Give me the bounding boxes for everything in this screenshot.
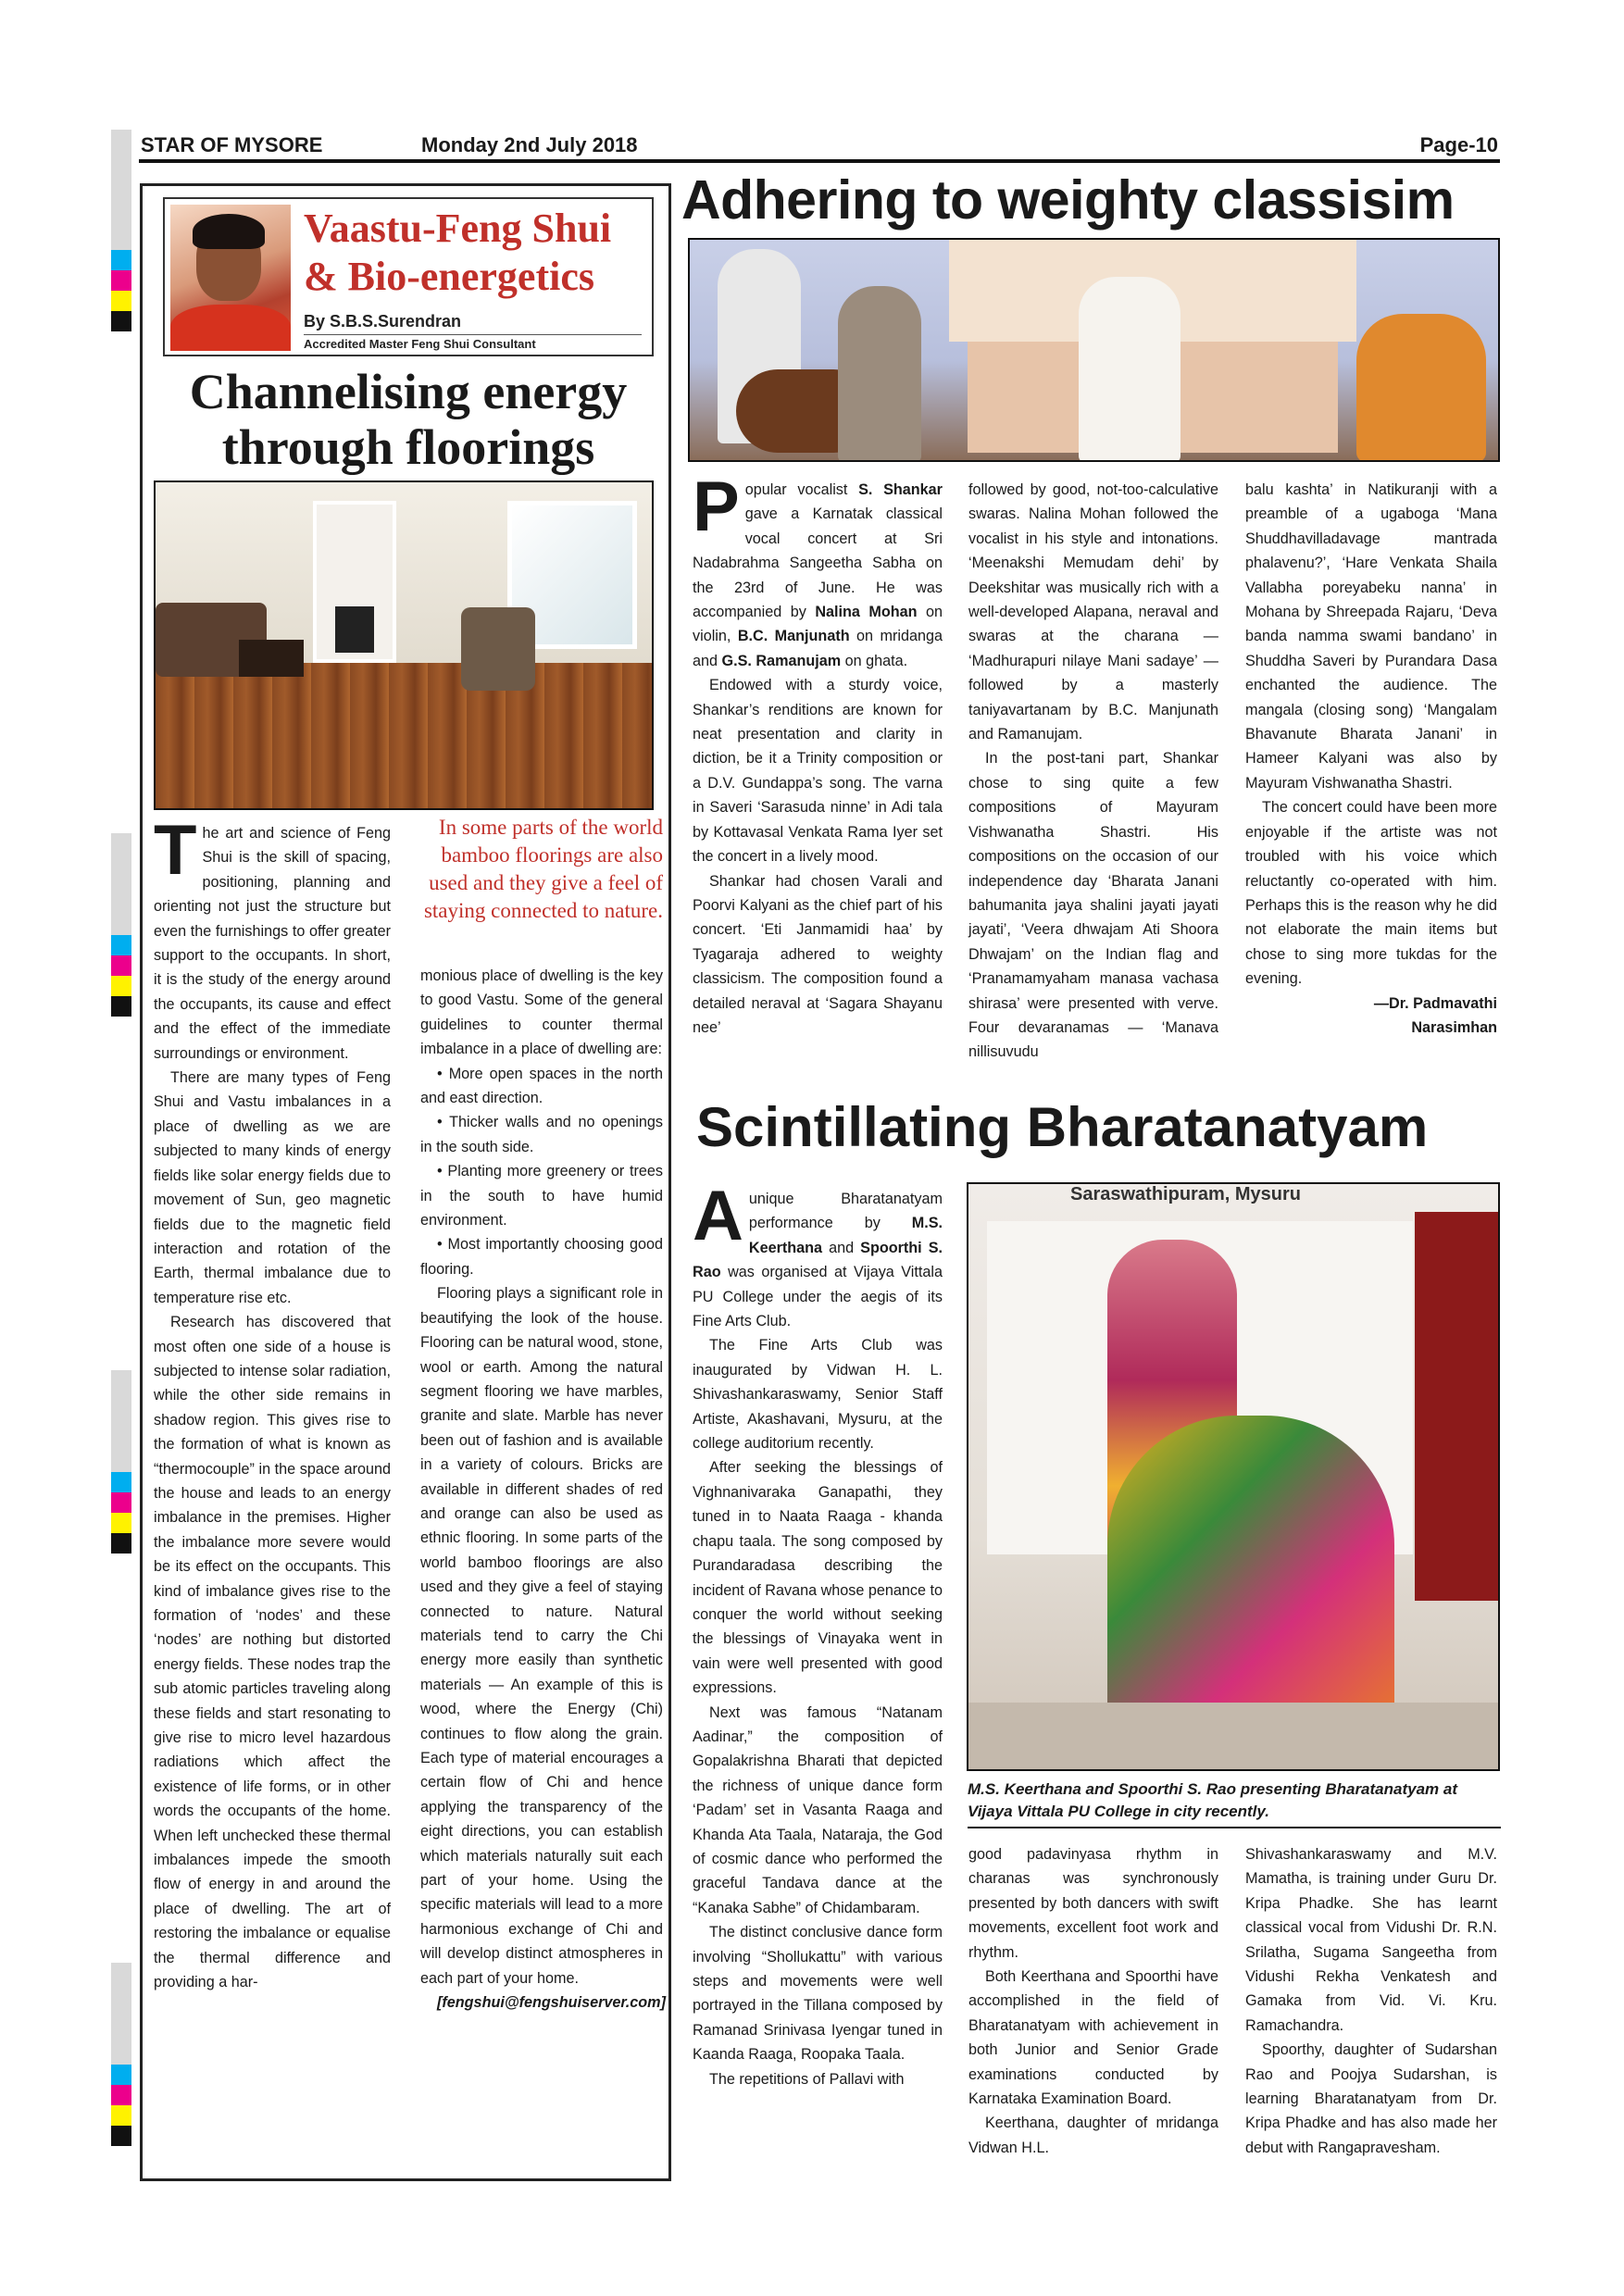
author-role: Accredited Master Feng Shui Consultant (304, 334, 642, 351)
paragraph: Spoorthy, daughter of Sudarshan Rao and Poojya Sudarshan, is learning Bharatanatyam from Dr. Kripa Phadke and has also made her debut with Rangapravesham. (1245, 2041, 1497, 2156)
concert-column-1 (693, 468, 943, 1040)
bullet-item: • Most importantly choosing good flooring. (420, 1236, 663, 1278)
article-column-2 (420, 964, 666, 2015)
paragraph: The distinct conclusive dance form involving “Shollukattu” with various steps and movements were well portrayed in the Tillana composed by Ramanad Srinivasa Iyengar tuned in Kaanda Raaga, Roopaka Taala. (693, 1924, 943, 2064)
paragraph: he art and science of Feng Shui is the skill of spacing, positioning, planning and orienting not just the structure but even the furnishings to offer greater support to the occupants. In short, it is the study of the energy around the occupants, its cause and effect and the effect of the immediate surroundings or environment. (154, 825, 391, 1062)
artist-name: B.C. Manjunath (737, 628, 850, 645)
registration-marks (111, 1472, 131, 1554)
paragraph: monious place of dwelling is the key to good Vastu. Some of the general guidelines to counter thermal imbalance in a place of dwelling are: (420, 967, 663, 1058)
artist-name: Nalina Mohan (815, 604, 918, 621)
paragraph: Endowed with a sturdy voice, Shankar’s renditions are known for neat presentation and clarity in diction, be it a Trinity composition or a D.V. Gundappa’s song. The varna in Saveri ‘Sarasuda ninne’ in Adi tala by Kottavasal Venkata Rama Iyer set the concert in a lively mood. (693, 677, 943, 866)
paragraph: In the post-tani part, Shankar chose to sing quite a few compositions of Mayuram Vishwanatha Shastri. His compositions on the occasion of our independence day ‘Bharata Janani bahumanita jaya shalini jayati jayati jayati’, ‘Veera dhwajam Ati Shoora Dhwajam’ on the Indian flag and ‘Pranamamyaham manasa vachasa shirasa’ were presented with verve. Four devaranamas — ‘Manava nillisuvudu (968, 750, 1218, 1061)
text-run: unique Bharatanatyam performance by (748, 1191, 943, 1232)
author-portrait (170, 205, 291, 351)
print-margin-bar (111, 1370, 131, 1472)
concert-photo (688, 238, 1500, 462)
dancer-name: M.S. Keerthana (748, 1215, 943, 1256)
dancer-name: Spoorthi S. Rao (693, 1239, 943, 1281)
text-run: on mridanga and (693, 628, 943, 669)
flooring-room-photo (154, 480, 654, 810)
drop-cap: T (154, 811, 197, 890)
column-title-line1: Vaastu-Feng Shui (304, 206, 612, 251)
drop-cap: A (693, 1177, 743, 1255)
reviewer-signature: Narasimhan (1411, 1018, 1497, 1036)
dance-column-3 (1245, 1842, 1497, 2160)
article-column-1 (154, 811, 391, 1995)
dance-headline: Scintillating Bharatanatyam (696, 1096, 1429, 1158)
photo-caption: M.S. Keerthana and Spoorthi S. Rao presenting Bharatanatyam at Vijaya Vittala PU College in city recently. (968, 1778, 1501, 1828)
text-run: gave a Karnatak classical vocal concert at Sri Nadabrahma Sangeetha Sabha on the 23rd of June. He was accompanied by (693, 505, 943, 621)
paragraph: followed by good, not-too-calculative swaras. Nalina Mohan followed the vocalist in his style and intonations. ‘Meenakshi Memudam dehi’ by Deekshitar was musically rich with a well-developed Alapana, neraval and swaras at the charana — ‘Madhurapuri nilaye Mani sadaye’ — followed by a masterly taniyavartanam by B.C. Manjunath and Ramanujam. (968, 481, 1218, 743)
paragraph: The Fine Arts Club was inaugurated by Vidwan H. L. Shivashankaraswamy, Senior Staff Artiste, Akashavani, Mysuru, at the college auditorium recently. (693, 1337, 943, 1453)
paragraph: balu kashta’ in Natikuranji with a preamble of a ugaboga ‘Mana Shuddhavilladavage mantrada phalavenu?’, ‘Hare Venkata Shaila Vallabha poreyabeku nanna’ in Mohana by Shreepada Rajaru, ‘Deva banda namma swami bandano’ in Shuddha Saveri by Purandara Dasa enchanted the audience. The mangala (closing song) ‘Mangalam Bhavanute Bharata Janani’ in Hameer Kalyani was also by Mayuram Vishwanatha Shastri. (1245, 481, 1497, 792)
feng-shui-article (140, 183, 671, 2181)
bullet-item: • Thicker walls and no openings in the south side. (420, 1114, 663, 1155)
article-headline: Channelising energy through floorings (189, 364, 628, 475)
concert-column-2 (968, 478, 1218, 1065)
artist-name: S. Shankar (858, 481, 943, 498)
text-run: on violin, (693, 604, 943, 645)
paragraph: Keerthana, daughter of mridanga Vidwan H.L. (968, 2115, 1218, 2156)
concert-headline: Adhering to weighty classisim (681, 169, 1455, 231)
author-byline: By S.B.S.Surendran (304, 312, 462, 331)
text-run: opular vocalist (744, 481, 859, 498)
print-margin-bar (111, 833, 131, 935)
photo-wall-label: Saraswathipuram, Mysuru (1070, 1184, 1301, 1204)
registration-marks (111, 2065, 131, 2146)
paragraph: Next was famous “Natanam Aadinar,” the composition of Gopalakrishna Bharati that depicted the richness of unique dance form ‘Padam’ set in Vasanta Raaga and Khanda Ata Taala, Nataraja, the God of cosmic dance who performed the graceful Tandava dance at the “Kanaka Sabhe” of Chidambaram. (693, 1703, 943, 1916)
issue-date: Monday 2nd July 2018 (421, 133, 638, 156)
dance-column-1 (693, 1177, 943, 2091)
bullet-item: • Planting more greenery or trees in the south to have humid environment. (420, 1163, 663, 1229)
paragraph: Research has discovered that most often one side of a house is subjected to intense solar radiation, while the other side remains in shadow region. This gives rise to the formation of what is known as “thermocouple” in the space around the house and leads to an energy imbalance in the premises. Higher the imbalance more severe would be its effect on the occupants. This kind of imbalance gives rise to the formation of ‘nodes’ and these ‘nodes’ are nothing but distorted energy fields. These nodes trap the sub atomic particles traveling along these fields and start resonating to give rise to micro level hazardous radiations which affect the existence of life forms, or in other words the occupants of the home. When left unchecked these thermal imbalances impede the smooth flow of energy in and around the place of dwelling. The art of restoring the imbalance or equalise the thermal difference and providing a har- (154, 1314, 391, 1991)
text-run: on ghata. (841, 652, 908, 669)
paragraph: After seeking the blessings of Vighnanivaraka Ganapathi, they tuned in to Naata Raaga - khanda chapu taala. The song composed by Purandaradasa describing the incident of Ravana whose penance to conquer the world without seeking the blessings of Vinayaka went in vain were well presented with good expressions. (693, 1459, 943, 1697)
print-margin-bar (111, 1963, 131, 2065)
concert-column-3 (1245, 478, 1497, 1040)
artist-name: G.S. Ramanujam (721, 652, 842, 669)
masthead (139, 130, 1500, 163)
dance-column-2 (968, 1842, 1218, 2160)
text-run: was organised at Vijaya Vittala PU College under the aegis of its Fine Arts Club. (693, 1264, 943, 1330)
paragraph: Both Keerthana and Spoorthi have accomplished in the field of Bharatanatyam with achievement in both Junior and Senior Grade examinations conducted by Karnataka Examination Board. (968, 1968, 1218, 2108)
author-email: [fengshui@fengshuiserver.com] (437, 1994, 666, 2012)
registration-marks (111, 935, 131, 1017)
pull-quote: In some parts of the world bamboo floorings are also used and they give a feel of staying connected to nature. (423, 816, 663, 922)
reviewer-signature: —Dr. Padmavathi (1373, 994, 1497, 1012)
dance-photo (967, 1182, 1500, 1771)
print-margin-bar (111, 130, 131, 250)
paragraph: Shivashankaraswamy and M.V. Mamatha, is training under Guru Dr. Kripa Phadke. She has learnt classical vocal from Vidushi Dr. R.N. Srilatha, Sugama Sangeetha from Vidushi Rekha Venkatesh and Gamaka from Vid. Vi. Kru. Ramachandra. (1245, 1846, 1497, 2034)
paper-name: STAR OF MYSORE (141, 133, 323, 156)
paragraph: Flooring plays a significant role in beautifying the look of the house. Flooring can be natural wood, stone, wool or earth. Among the natural segment flooring we have marbles, granite and slate. Marble has never been out of fashion and is available in a variety of colours. Bricks are available in different shades of red and orange can also be used as ethnic flooring. In some parts of the world bamboo floorings are also used and they give a feel of staying connected to nature. Natural materials tend to carry the Chi energy more easily than synthetic materials — An example of this is wood, where the Energy (Chi) continues to flow along the grain. Each type of material encourages a certain flow of Chi and hence applying the transparency of the eight directions, you can establish which materials naturally suit each part of your home. Using the specific materials will lead to a more harmonious exchange of Chi and will develop distinct atmospheres in each part of your home. (420, 1285, 663, 1987)
paragraph: The repetitions of Pallavi with (709, 2070, 905, 2088)
page-number: Page-10 (1419, 133, 1498, 156)
drop-cap: P (693, 468, 740, 546)
bullet-item: • More open spaces in the north and east direction. (420, 1065, 663, 1107)
paragraph: The concert could have been more enjoyable if the artiste was not troubled with his voice which reluctantly co-operated with him. Perhaps this is the reason why he did not elaborate the main items but chose to sing more tukdas for the evening. (1245, 799, 1497, 988)
paragraph: There are many types of Feng Shui and Vastu imbalances in a place of dwelling as we are subjected to many kinds of energy fields like solar energy fields due to movement of Sun, geo magnetic fields due to the magnetic field interaction and rotation of the Earth, thermal imbalance due to temperature rise etc. (154, 1069, 391, 1306)
paragraph: Shankar had chosen Varali and Poorvi Kalyani as the chief part of his concert. ‘Eti Janmamidi haa’ by Tyagaraja adhered to weighty classicism. The composition found a detailed neraval at ‘Sagara Shayanu nee’ (693, 872, 943, 1036)
registration-marks (111, 250, 131, 331)
text-run: and (822, 1239, 861, 1256)
column-header (163, 197, 654, 356)
paragraph: good padavinyasa rhythm in charanas was synchronously presented by both dancers with swift movements, excellent foot work and rhythm. (968, 1846, 1218, 1961)
column-title-line2: & Bio-energetics (304, 254, 594, 299)
